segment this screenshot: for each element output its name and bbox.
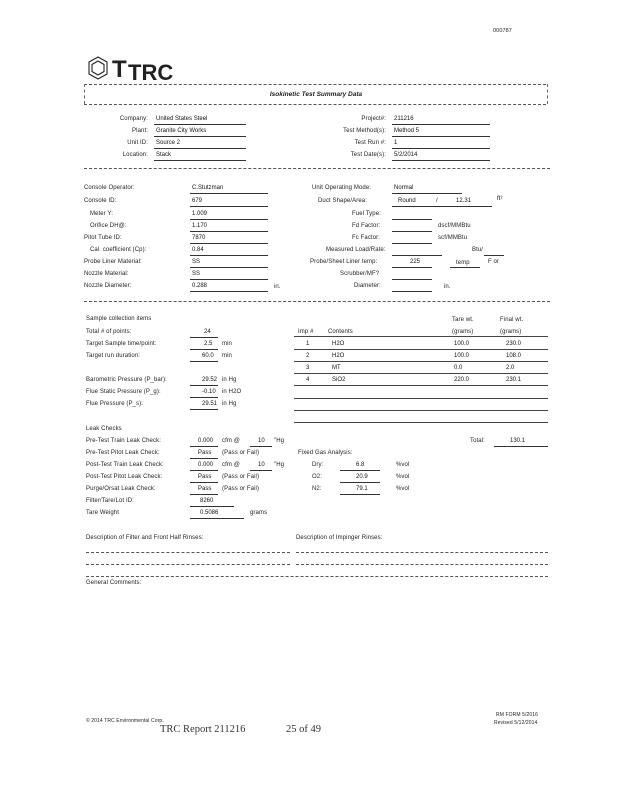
meter-y-value: 1.009 [192,211,208,217]
imp-final: 230.0 [506,341,522,347]
imp-contents: MT [332,365,341,371]
probe-temp-label: Probe/Sheet Liner temp: [310,259,378,265]
post-leak-value: 0.000 [198,462,214,468]
pitot-id-value: 7870 [192,235,206,241]
title-box [84,84,548,104]
gas-label: O2: [312,474,322,480]
pitot-post-label: Post-Test Pitot Leak Check: [86,474,163,480]
form-id: RM FORM 5/2016 [496,712,538,718]
duct-area-value: 12.31 [456,198,472,204]
run-duration-value: 60.0 [202,353,214,359]
imp-number: 1 [306,341,310,347]
liner-material-value: SS [192,259,201,265]
contents-header: Contents [328,329,353,335]
fixed-gas-head: Fixed Gas Analysis: [298,450,353,456]
header-right-value: 1 [394,140,398,146]
tare-weight-value: 0.5086 [200,510,219,516]
measured-load-unit: Btu/ [472,247,484,253]
sample-time-label: Target Sample time/point: [86,341,157,347]
console-id-value: 679 [192,198,203,204]
copyright: © 2014 TRC Environmental Corp. [86,718,164,724]
header-left-value: Granite City Works [156,128,207,134]
header-left-value: Source 2 [156,140,181,146]
points-value: 24 [204,329,211,335]
console-id-label: Console ID: [84,198,117,204]
operating-mode-label: Unit Operating Mode: [312,185,372,191]
post-leak-mid: cfm @ [222,462,240,468]
orifice-label: Orifice DH@: [90,223,127,229]
run-duration-unit: min [222,353,232,359]
filter-id-value: 8260 [200,498,214,504]
total-label: Total: [470,438,485,444]
console-operator-value: C.Stutzman [192,185,224,191]
gas-unit: %vol [396,462,410,468]
pitot-id-label: Pitot Tube ID: [84,235,122,241]
post-leak-hg: 10 [258,462,265,468]
svg-text:T: T [112,56,127,83]
nozzle-diameter-value: 0.288 [192,283,208,289]
general-comments-label: General Comments: [86,580,142,586]
imp-tare: 0.0 [454,365,463,371]
header-right-value: 211216 [394,116,414,122]
gas-value: 79.1 [356,486,368,492]
imp-tare: 100.0 [454,341,470,347]
header-left-label: Unit ID: [127,140,148,146]
nozzle-diameter-unit: in. [274,284,281,290]
filter-id-label: Filter/Tare/Lot ID: [86,498,134,504]
tare-weight-unit: grams [250,510,268,516]
nozzle-material-label: Nozzle Material: [84,271,129,277]
orifice-value: 1.170 [192,223,208,229]
imp-number: 4 [306,377,310,383]
duct-area-unit: ft² [497,196,503,202]
gas-unit: %vol [396,486,410,492]
fd-factor-unit: dscf/MMBtu [438,223,471,229]
probe-temp-unit: temp [456,260,470,266]
baro-unit: in Hg [222,377,237,383]
final-header: Final wt. [500,317,524,323]
nozzle-diameter-label: Nozzle Diameter: [84,283,132,289]
header-right-label: Project#: [361,116,386,122]
liner-material-label: Probe Liner Material: [84,259,142,265]
cal-coefficient-label: Cal. coefficient (Cp): [90,247,147,253]
duct-shape-value: Round [398,198,416,204]
imp-header: Imp # [298,329,314,335]
pitot-pre-unit: (Pass or Fail) [222,450,260,456]
fc-factor-label: Fc Factor: [352,235,381,241]
fuel-type-label: Fuel Type: [352,211,381,217]
final-header-units: (grams) [500,329,522,335]
scrubber-label: Scrubber/MF? [340,271,380,277]
document-id: 000787 [493,28,512,34]
total-value: 130.1 [510,438,526,444]
purge-label: Purge/Orsat Leak Check: [86,486,156,492]
imp-contents: H2O [332,341,345,347]
sample-head-label: Sample collection items [86,316,152,322]
pitot-post-value: Pass [198,474,212,480]
tare-header-units: (grams) [452,329,474,335]
tare-weight-label: Tare Weight [86,510,120,516]
impinger-rinse-label: Description of Impinger Rinses: [296,535,383,541]
static-value: -0.10 [202,389,216,395]
header-right-label: Test Run #: [354,140,386,146]
imp-final: 108.0 [506,353,522,359]
tare-header: Tare wt. [452,317,474,323]
imp-number: 2 [306,353,310,359]
operating-mode-value: Normal [394,185,414,191]
pre-leak-mid: cfm @ [222,438,240,444]
probe-temp-value: 225 [410,259,421,265]
flue-pressure-label: Flue Pressure (P_s): [86,401,144,407]
report-number: TRC Report 211216 [160,724,246,735]
pitot-pre-label: Pre-Test Pitot Leak Check: [86,450,160,456]
baro-value: 29.52 [202,377,218,383]
imp-contents: SiO2 [332,377,346,383]
pre-leak-unit: "Hg [274,438,285,444]
measured-load-label: Measured Load/Rate: [326,247,386,253]
page-title: Isokinetic Test Summary Data [269,91,363,98]
pre-leak-value: 0.000 [198,438,214,444]
fd-factor-label: Fd Factor: [352,223,381,229]
static-label: Flue Static Pressure (P_g): [86,389,161,395]
gas-label: N2: [312,486,322,492]
pre-leak-hg: 10 [258,438,265,444]
flue-pressure-value: 29.51 [202,401,218,407]
gas-value: 6.8 [356,462,365,468]
purge-value: Pass [198,486,212,492]
nozzle-material-value: SS [192,271,201,277]
imp-tare: 100.0 [454,353,470,359]
post-leak-unit: "Hg [274,462,285,468]
diameter-label: Diameter: [354,283,381,289]
fc-factor-unit: scf/MMBtu [438,235,468,241]
gas-value: 20.9 [356,474,368,480]
flue-pressure-unit: in Hg [222,401,237,407]
gas-label: Dry: [312,462,324,468]
header-left-value: Stack [156,152,172,158]
header-left-label: Plant: [132,128,148,134]
points-label: Total # of points: [86,329,132,335]
sample-time-unit: min [222,341,232,347]
header-left-value: United States Steel [156,116,208,122]
run-duration-label: Target run duration: [86,353,141,359]
logo-text: TRC [128,60,174,85]
probe-temp-unit2: F or [488,259,500,265]
imp-final: 230.1 [506,377,522,383]
pitot-pre-value: Pass [198,450,212,456]
header-right-label: Test Method(s): [343,128,386,134]
revision-date: Revised 5/12/2014 [494,720,538,726]
pitot-post-unit: (Pass or Fail) [222,474,260,480]
area-separator: / [436,198,438,204]
duct-shape-label: Duct Shape/Area: [318,198,367,204]
static-unit: in H2O [222,389,242,395]
imp-number: 3 [306,365,310,371]
sample-time-value: 2.5 [204,341,213,347]
filter-rinse-label: Description of Filter and Front Half Rinses: [86,535,204,541]
imp-final: 2.0 [506,365,515,371]
cal-coefficient-value: 0.84 [192,247,204,253]
header-left-label: Location: [122,152,148,158]
pre-leak-label: Pre-Test Train Leak Check: [86,438,161,444]
header-right-value: 5/2/2014 [394,152,418,158]
leak-head: Leak Checks [86,426,122,432]
page-number: 25 of 49 [286,724,321,735]
imp-tare: 220.0 [454,377,470,383]
imp-contents: H2O [332,353,345,359]
console-operator-label: Console Operator: [84,185,135,191]
baro-label: Barometric Pressure (P_bar): [86,377,167,383]
diameter-unit: in. [444,284,451,290]
purge-unit: (Pass or Fail) [222,486,260,492]
header-right-label: Test Date(s): [350,152,386,158]
gas-unit: %vol [396,474,410,480]
header-left-label: Company: [119,116,148,122]
header-right-value: Method 5 [394,128,420,134]
post-leak-label: Post-Test Train Leak Check: [86,462,164,468]
meter-y-label: Meter Y: [90,211,114,217]
